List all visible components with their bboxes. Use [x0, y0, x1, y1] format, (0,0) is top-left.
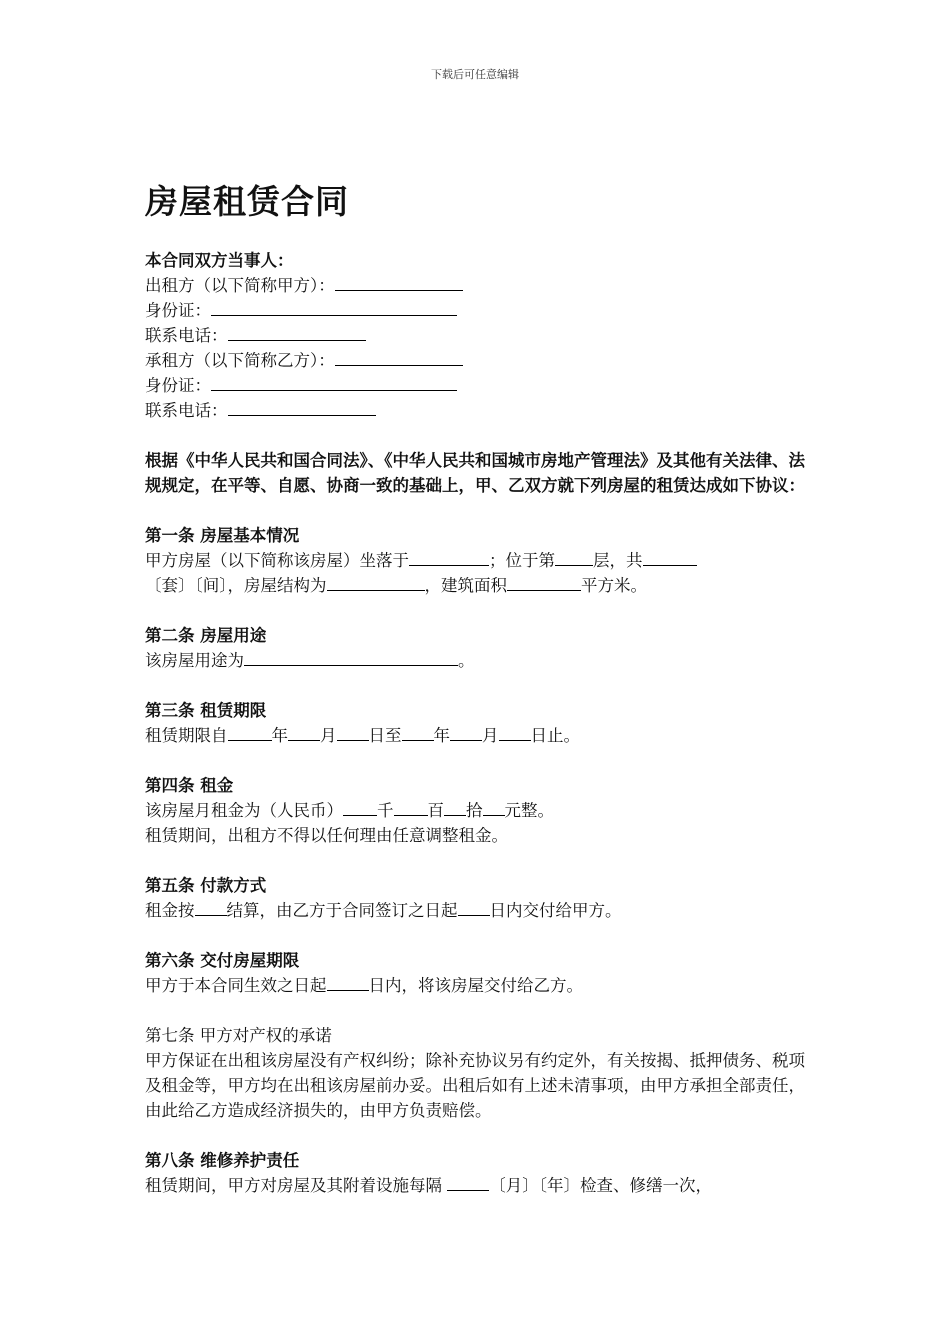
usage-blank[interactable]: [244, 649, 458, 666]
article-6-text: 日内，将该房屋交付给乙方。: [368, 976, 583, 995]
start-month-blank[interactable]: [288, 724, 320, 741]
lessee-label: 承租方（以下简称乙方）：: [145, 351, 335, 370]
article-4-text: 该房屋月租金为（人民币）: [145, 801, 343, 820]
article-1-text: 平方米。: [581, 576, 647, 595]
article-4-text: 千: [377, 801, 394, 820]
start-year-blank[interactable]: [228, 724, 272, 741]
article-3-text: 日至: [368, 726, 402, 745]
article-5-text: 租金按: [145, 901, 195, 920]
article-5-text: 结算，由乙方于合同签订之日起: [226, 901, 458, 920]
article-4-heading: 第四条 租金: [145, 776, 234, 795]
article-3-line: [145, 723, 805, 748]
end-month-blank[interactable]: [450, 724, 482, 741]
article-2-heading: 第二条 房屋用途: [145, 626, 267, 645]
article-4-text: 拾: [466, 801, 483, 820]
lessor-phone-label: 联系电话：: [145, 326, 228, 345]
article-3-text: 月: [482, 726, 499, 745]
tens-blank[interactable]: [444, 799, 466, 816]
lessor-id-blank[interactable]: [211, 299, 457, 316]
article-7-heading: 第七条 甲方对产权的承诺: [145, 1026, 332, 1045]
article-5-line: [145, 898, 805, 923]
document-title: 房屋租赁合同: [145, 182, 349, 221]
article-5-heading: 第五条 付款方式: [145, 876, 267, 895]
article-1-text: 甲方房屋（以下简称该房屋）坐落于: [145, 551, 409, 570]
lessee-id-blank[interactable]: [211, 374, 457, 391]
article-1-text: ，建筑面积: [424, 576, 507, 595]
article-8-heading: 第八条 维修养护责任: [145, 1151, 300, 1170]
article-8-text: 〔月〕〔年〕检查、修缮一次，: [489, 1176, 712, 1195]
thousands-blank[interactable]: [343, 799, 377, 816]
area-blank[interactable]: [507, 574, 581, 591]
article-1-text: 〔套〕〔间〕，房屋结构为: [145, 576, 327, 595]
lessor-id-label: 身份证：: [145, 301, 211, 320]
article-1-line-1: [145, 548, 805, 573]
lessor-line: [145, 273, 805, 298]
end-day-blank[interactable]: [499, 724, 531, 741]
contract-body: [145, 248, 805, 1198]
lessee-phone-blank[interactable]: [228, 399, 376, 416]
article-3-heading: 第三条 租赁期限: [145, 701, 267, 720]
floor-blank[interactable]: [555, 549, 593, 566]
lessee-line: [145, 348, 805, 373]
article-6-text: 甲方于本合同生效之日起: [145, 976, 327, 995]
parties-heading: 本合同双方当事人：: [145, 251, 294, 270]
payment-days-blank[interactable]: [458, 899, 490, 916]
location-blank[interactable]: [409, 549, 489, 566]
article-4-text: 元整。: [504, 801, 554, 820]
article-1-heading: 第一条 房屋基本情况: [145, 526, 300, 545]
article-8-line: [145, 1173, 805, 1198]
article-2-text: 该房屋用途为: [145, 651, 244, 670]
lessor-blank[interactable]: [335, 274, 463, 291]
lessee-id-label: 身份证：: [145, 376, 211, 395]
article-3-text: 月: [320, 726, 337, 745]
units-blank[interactable]: [483, 799, 505, 816]
article-1-text: 层，共: [593, 551, 643, 570]
article-2-text: 。: [458, 651, 475, 670]
lessee-blank[interactable]: [335, 349, 463, 366]
total-floors-blank[interactable]: [643, 549, 697, 566]
end-year-blank[interactable]: [402, 724, 434, 741]
article-3-text: 租赁期限自: [145, 726, 228, 745]
lessee-phone-line: [145, 398, 805, 423]
hundreds-blank[interactable]: [394, 799, 428, 816]
article-2-line: [145, 648, 805, 673]
article-3-text: 年: [271, 726, 288, 745]
preamble: 根据《中华人民共和国合同法》、《中华人民共和国城市房地产管理法》及其他有关法律、法规规定，在平等、自愿、协商一致的基础上，甲、乙双方就下列房屋的租赁达成如下协议：: [145, 451, 805, 495]
article-5-text: 日内交付给甲方。: [489, 901, 622, 920]
article-6-line: [145, 973, 805, 998]
delivery-days-blank[interactable]: [327, 974, 369, 991]
lessee-phone-label: 联系电话：: [145, 401, 228, 420]
article-4-line-2: 租赁期间，出租方不得以任何理由任意调整租金。: [145, 826, 508, 845]
article-4-text: 百: [427, 801, 444, 820]
structure-blank[interactable]: [327, 574, 425, 591]
article-1-text: ；位于第: [489, 551, 555, 570]
article-8-text: 租赁期间，甲方对房屋及其附着设施每隔: [145, 1176, 442, 1195]
article-1-line-2: [145, 573, 805, 598]
article-3-text: 年: [433, 726, 450, 745]
article-7-body: 甲方保证在出租该房屋没有产权纠纷；除补充协议另有约定外，有关按揭、抵押债务、税项及租金等，甲方均在出租该房屋前办妥。出租后如有上述未清事项，由甲方承担全部责任，由此给乙方造成经济损失的，由甲方负责赔偿。: [145, 1051, 805, 1120]
lessor-phone-line: [145, 323, 805, 348]
inspection-interval-blank[interactable]: [447, 1174, 489, 1191]
article-6-heading: 第六条 交付房屋期限: [145, 951, 300, 970]
page-header: 下载后可任意编辑: [431, 68, 519, 81]
start-day-blank[interactable]: [337, 724, 369, 741]
lessor-label: 出租方（以下简称甲方）：: [145, 276, 335, 295]
article-3-text: 日止。: [530, 726, 580, 745]
settlement-blank[interactable]: [195, 899, 227, 916]
lessor-id-line: [145, 298, 805, 323]
article-4-line-1: [145, 798, 805, 823]
lessee-id-line: [145, 373, 805, 398]
lessor-phone-blank[interactable]: [228, 324, 366, 341]
